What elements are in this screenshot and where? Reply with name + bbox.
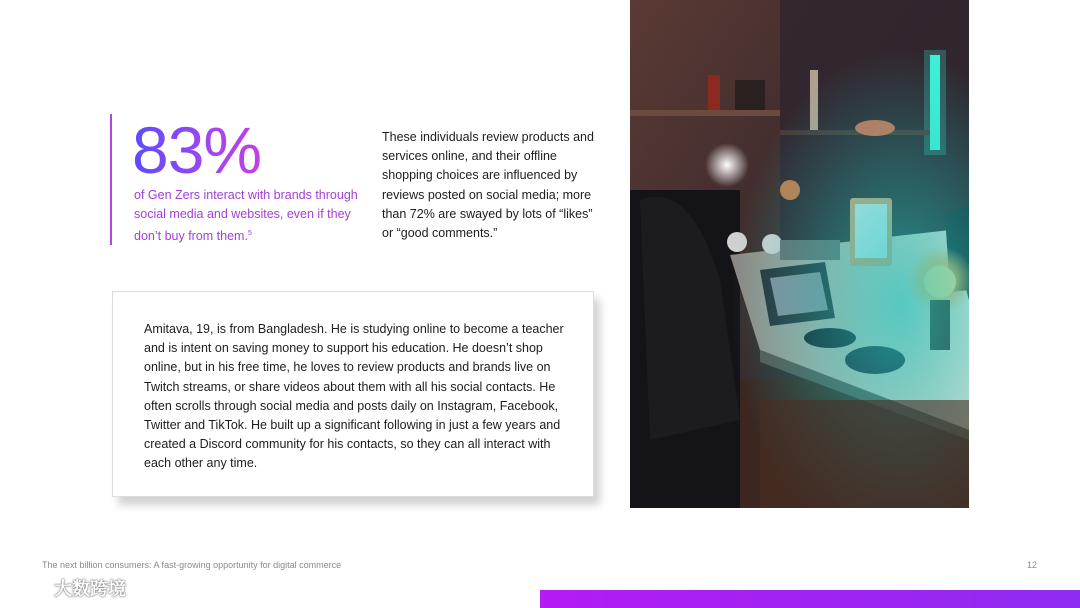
- stat-block: [110, 114, 362, 245]
- page-number: 12: [1027, 560, 1038, 570]
- story-paragraph: Amitava, 19, is from Bangladesh. He is studying online to become a teacher and is intent on saving money to support his education. He doesn’t shop online, but in his free time, he loves to review products and brands live on Twitch streams, or share videos about them with all his social contacts. He often scrolls through social media and posts daily on Instagram, Facebook, Twitter and TikTok. He built up a significant following in just a few years and created a Discord community for his contacts, so they can all interact with each other any time.: [144, 322, 564, 471]
- photo-illustration: [630, 0, 969, 508]
- stat-caption-text: of Gen Zers interact with brands through social media and websites, even if they don’t buy from them.: [134, 188, 358, 244]
- stat-caption: [134, 186, 364, 246]
- footnote-ref: 5: [247, 230, 252, 237]
- watermark-logo-icon: [8, 577, 48, 599]
- gaming-desk-photo: [630, 0, 969, 508]
- side-paragraph: These individuals review products and services online, and their offline shopping choices are influenced by reviews posted on social media; more than 72% are swayed by lots of “likes” or “good comments.”: [382, 130, 594, 241]
- stat-number: 83%: [132, 113, 262, 187]
- watermark: [8, 575, 126, 601]
- story-card: [112, 291, 594, 497]
- watermark-text: 大数跨境: [54, 579, 126, 600]
- footer-text: The next billion consumers: A fast-growing opportunity for digital commerce: [42, 560, 342, 570]
- accent-bar: [540, 590, 1080, 608]
